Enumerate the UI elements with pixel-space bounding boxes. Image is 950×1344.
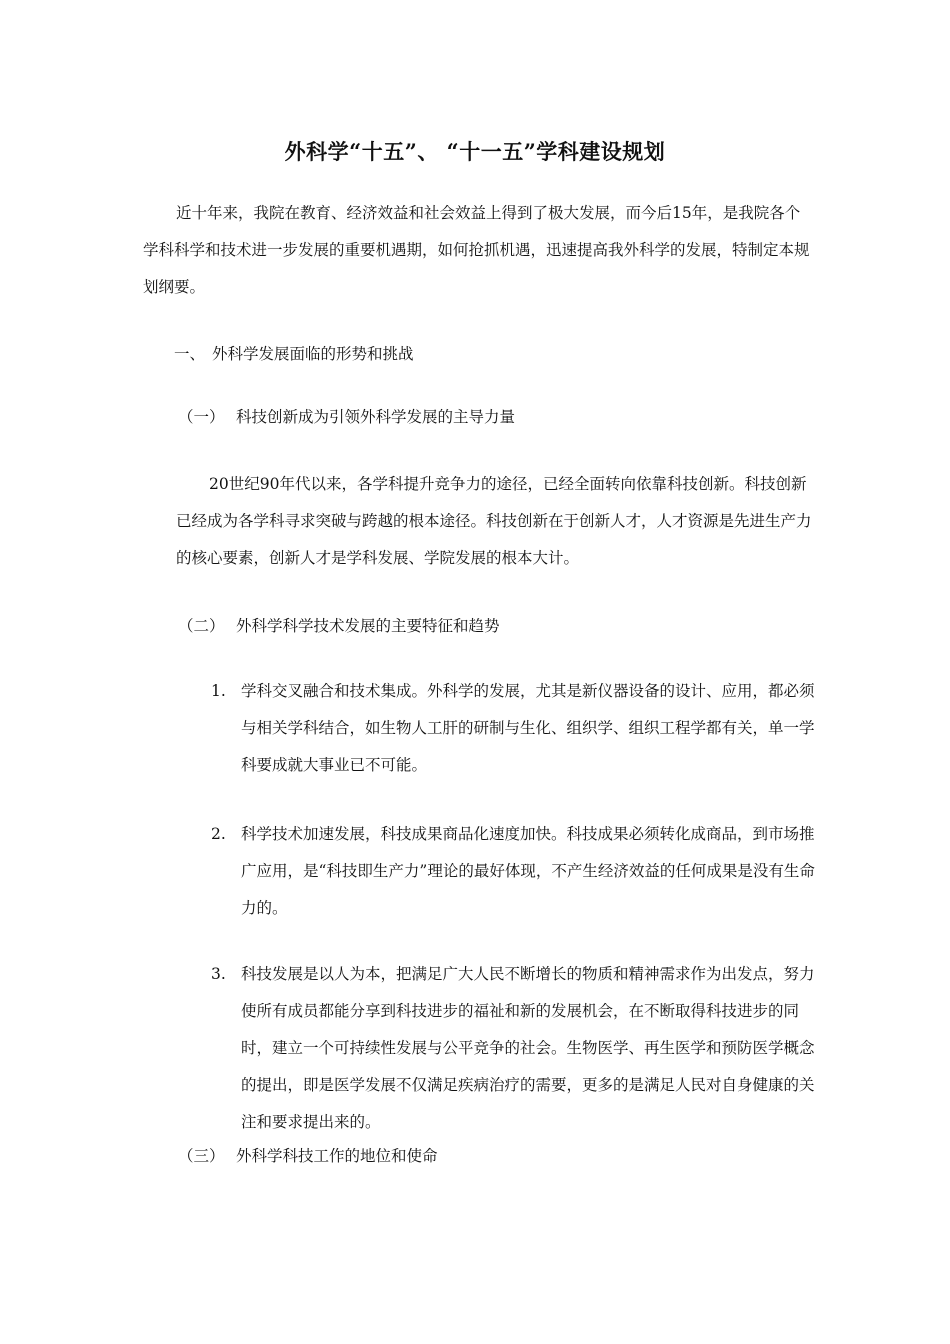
list-item-text: 科技发展是以人为本，把满足广大人民不断增长的物质和精神需求作为出发点，努力使所有成员都能分享到科技进步的福祉和新的发展机会，在不断取得科技进步的同时，建立一个可持续性发展与公平竞争的社会。生物医学、再生医学和预防医学概念的提出，即是医学发展不仅满足疾病治疗的需要，更多的是满足人民对自身健康的关注和要求提出来的。 — [241, 965, 815, 1131]
list-item-number: 2. — [211, 825, 226, 843]
section-1-title: 外科学发展面临的形势和挑战 — [212, 345, 414, 363]
list-item-number: 3. — [211, 965, 226, 983]
section-1-number: 一、 — [174, 345, 206, 363]
subsection-3-title: 外科学科技工作的地位和使命 — [236, 1147, 438, 1165]
subsection-1-number: （一） — [178, 408, 225, 426]
list-item — [211, 956, 821, 1141]
list-item-text: 科学技术加速发展，科技成果商品化速度加快。科技成果必须转化成商品，到市场推广应用，是“科技即生产力”理论的最好体现，不产生经济效益的任何成果是没有生命力的。 — [241, 825, 815, 917]
subsection-2-title: 外科学科学技术发展的主要特征和趋势 — [236, 617, 500, 635]
intro-paragraph: 近十年来，我院在教育、经济效益和社会效益上得到了极大发展，而今后15年，是我院各个学科科学和技术进一步发展的重要机遇期，如何抢抓机遇，迅速提高我外科学的发展，特制定本规划纲要。 — [143, 204, 810, 296]
section-1-heading — [174, 342, 414, 364]
document-title: 外科学“十五”、 “十一五”学科建设规划 — [284, 139, 666, 165]
list-item-text: 学科交叉融合和技术集成。外科学的发展，尤其是新仪器设备的设计、应用，都必须与相关学科结合，如生物人工肝的研制与生化、组织学、组织工程学都有关，单一学科要成就大事业已不可能。 — [241, 682, 815, 774]
subsection-1-heading — [178, 405, 515, 427]
list-item — [211, 673, 821, 784]
list-item — [211, 816, 821, 927]
subsection-1-body: 20世纪90年代以来，各学科提升竞争力的途径，已经全面转向依靠科技创新。科技创新已经成为各学科寻求突破与跨越的根本途径。科技创新在于创新人才，人才资源是先进生产力的核心要素，创新人才是学科发展、学院发展的根本大计。 — [176, 475, 812, 567]
subsection-3-number: （三） — [178, 1147, 225, 1165]
subsection-3-heading — [178, 1144, 438, 1166]
list-item-number: 1. — [211, 682, 226, 700]
subsection-1-title: 科技创新成为引领外科学发展的主导力量 — [236, 408, 516, 426]
subsection-2-heading — [178, 614, 500, 636]
subsection-2-number: （二） — [178, 617, 225, 635]
